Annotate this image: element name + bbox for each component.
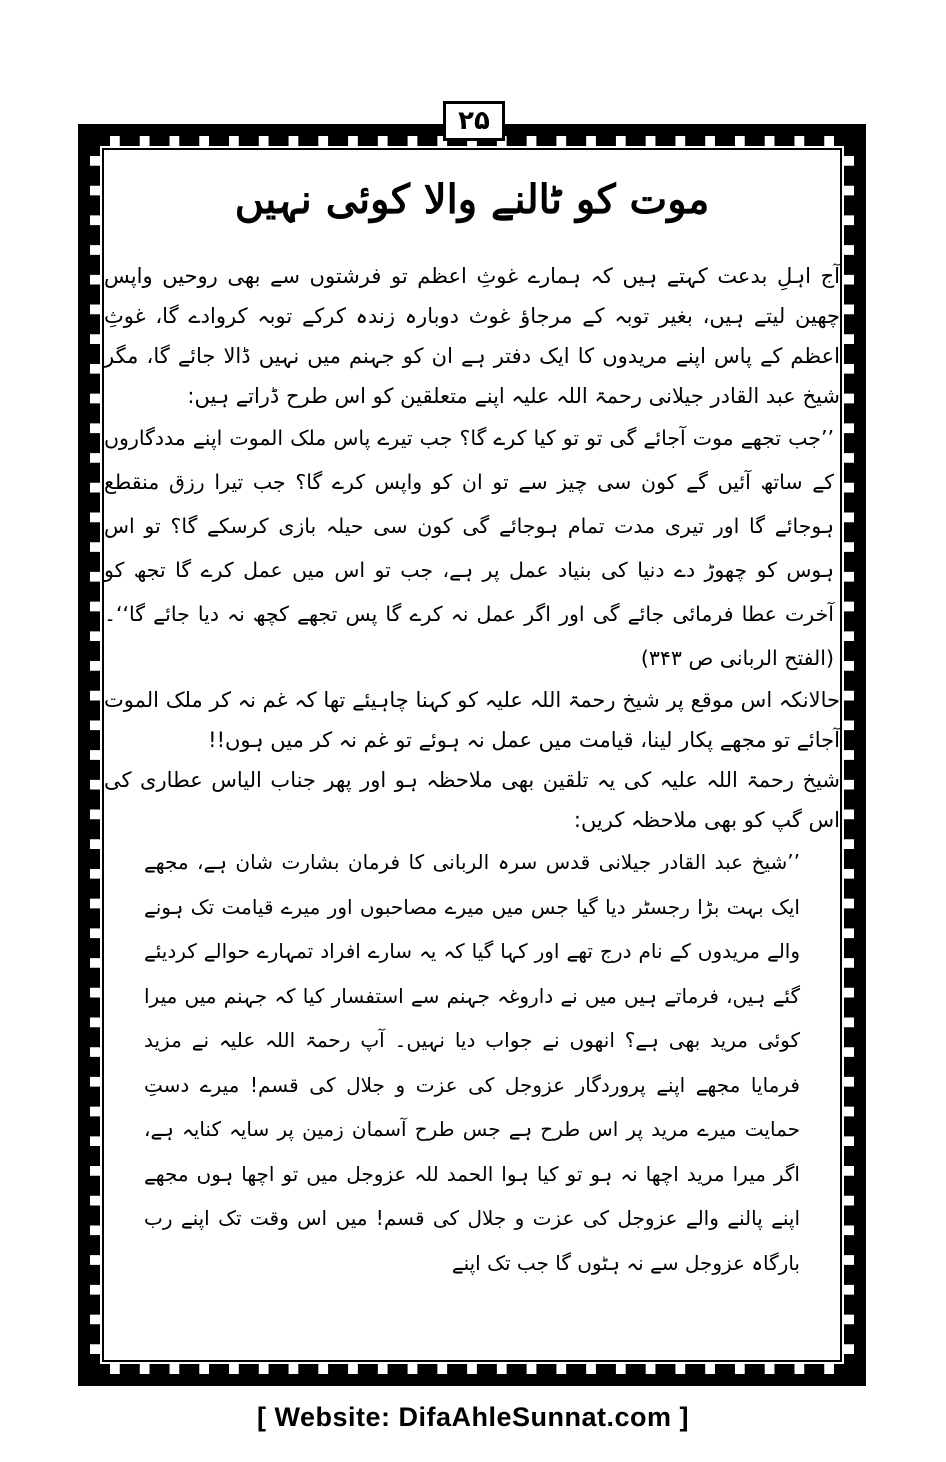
section-heading: موت کو ٹالنے والا کوئی نہیں: [234, 176, 710, 223]
paragraph-lead-in: شیخ رحمۃ اللہ علیہ کی یہ تلقین بھی ملاحظہ ہو اور پھر جناب الیاس عطاری کی اس گپ کو بھی ملاحظہ کریں:: [104, 768, 840, 832]
page-content: [104, 170, 840, 1360]
paragraph-comment: حالانکہ اس موقع پر شیخ رحمۃ اللہ علیہ کو کہنا چاہیئے تھا کہ غم نہ کر ملک الموت آجائے تو مجھے پکار لینا، قیامت میں عمل نہ ہوئے تو غم نہ کر میں ہوں!!: [104, 688, 840, 752]
paragraph-intro: آج اہلِ بدعت کہتے ہیں کہ ہمارے غوثِ اعظم تو فرشتوں سے بھی روحیں واپس چھین لیتے ہیں، بغیر توبہ کے مرجاؤ غوث دوبارہ زندہ کرکے توبہ کروادے گا، غوثِ اعظم کے پاس اپنے مریدوں کا ایک دفتر ہے ان کو جہنم میں نہیں ڈالا جائے گا، مگر شیخ عبد القادر جیلانی رحمۃ اللہ علیہ اپنے متعلقین کو اس طرح ڈراتے ہیں:: [104, 264, 840, 408]
block-quote: ’’شیخ عبد القادر جیلانی قدس سرہ الربانی کا فرمان بشارت شان ہے، مجھے ایک بہت بڑا رجسٹر دیا گیا جس میں میرے مصاحبوں اور میرے قیامت تک ہونے والے مریدوں کے نام درج تھے اور کہا گیا کہ یہ سارے افراد تمہارے حوالے کردیئے گئے ہیں، فرماتے ہیں میں نے داروغہ جہنم سے استفسار کیا کہ جہنم میں میرا کوئی مرید بھی ہے؟ انھوں نے جواب دیا نہیں۔ آپ رحمۃ اللہ علیہ نے مزید فرمایا مجھے اپنے پروردگار عزوجل کی عزت و جلال کی قسم! میرے دستِ حمایت میرے مرید پر اس طرح ہے جس طرح آسمان زمین پر سایہ کنایہ ہے، اگر میرا مرید اچھا نہ ہو تو کیا ہوا الحمد للہ عزوجل میں تو اچھا ہوں مجھے اپنے پالنے والے عزوجل کی عزت و جلال کی قسم! میں اس وقت تک اپنے رب بارگاہ عزوجل سے نہ ہٹوں گا جب تک اپنے: [144, 850, 800, 1275]
page-number: ۲۵: [443, 101, 505, 141]
website-footer: [ Website: DifaAhleSunnat.com ]: [256, 1402, 690, 1432]
paragraph-quote-fath: ’’جب تجھے موت آجائے گی تو تو کیا کرے گا؟ جب تیرے پاس ملک الموت اپنے مددگاروں کے ساتھ آئیں گے کون سی چیز سے تو ان کو واپس کرے گا؟ جب تیرا رزق منقطع ہوجائے گا اور تیری مدت تمام ہوجائے گی کون سی حیلہ بازی کرسکے گا؟ تو اس ہوس کو چھوڑ دے دنیا کی بنیاد عمل پر ہے، جب تو اس میں عمل کرے گا تجھ کو آخرت عطا فرمائی جائے گی اور اگر عمل نہ کرے گا پس تجھے کچھ نہ دیا جائے گا‘‘۔ (الفتح الربانی ص ۳۴۳): [104, 426, 834, 670]
